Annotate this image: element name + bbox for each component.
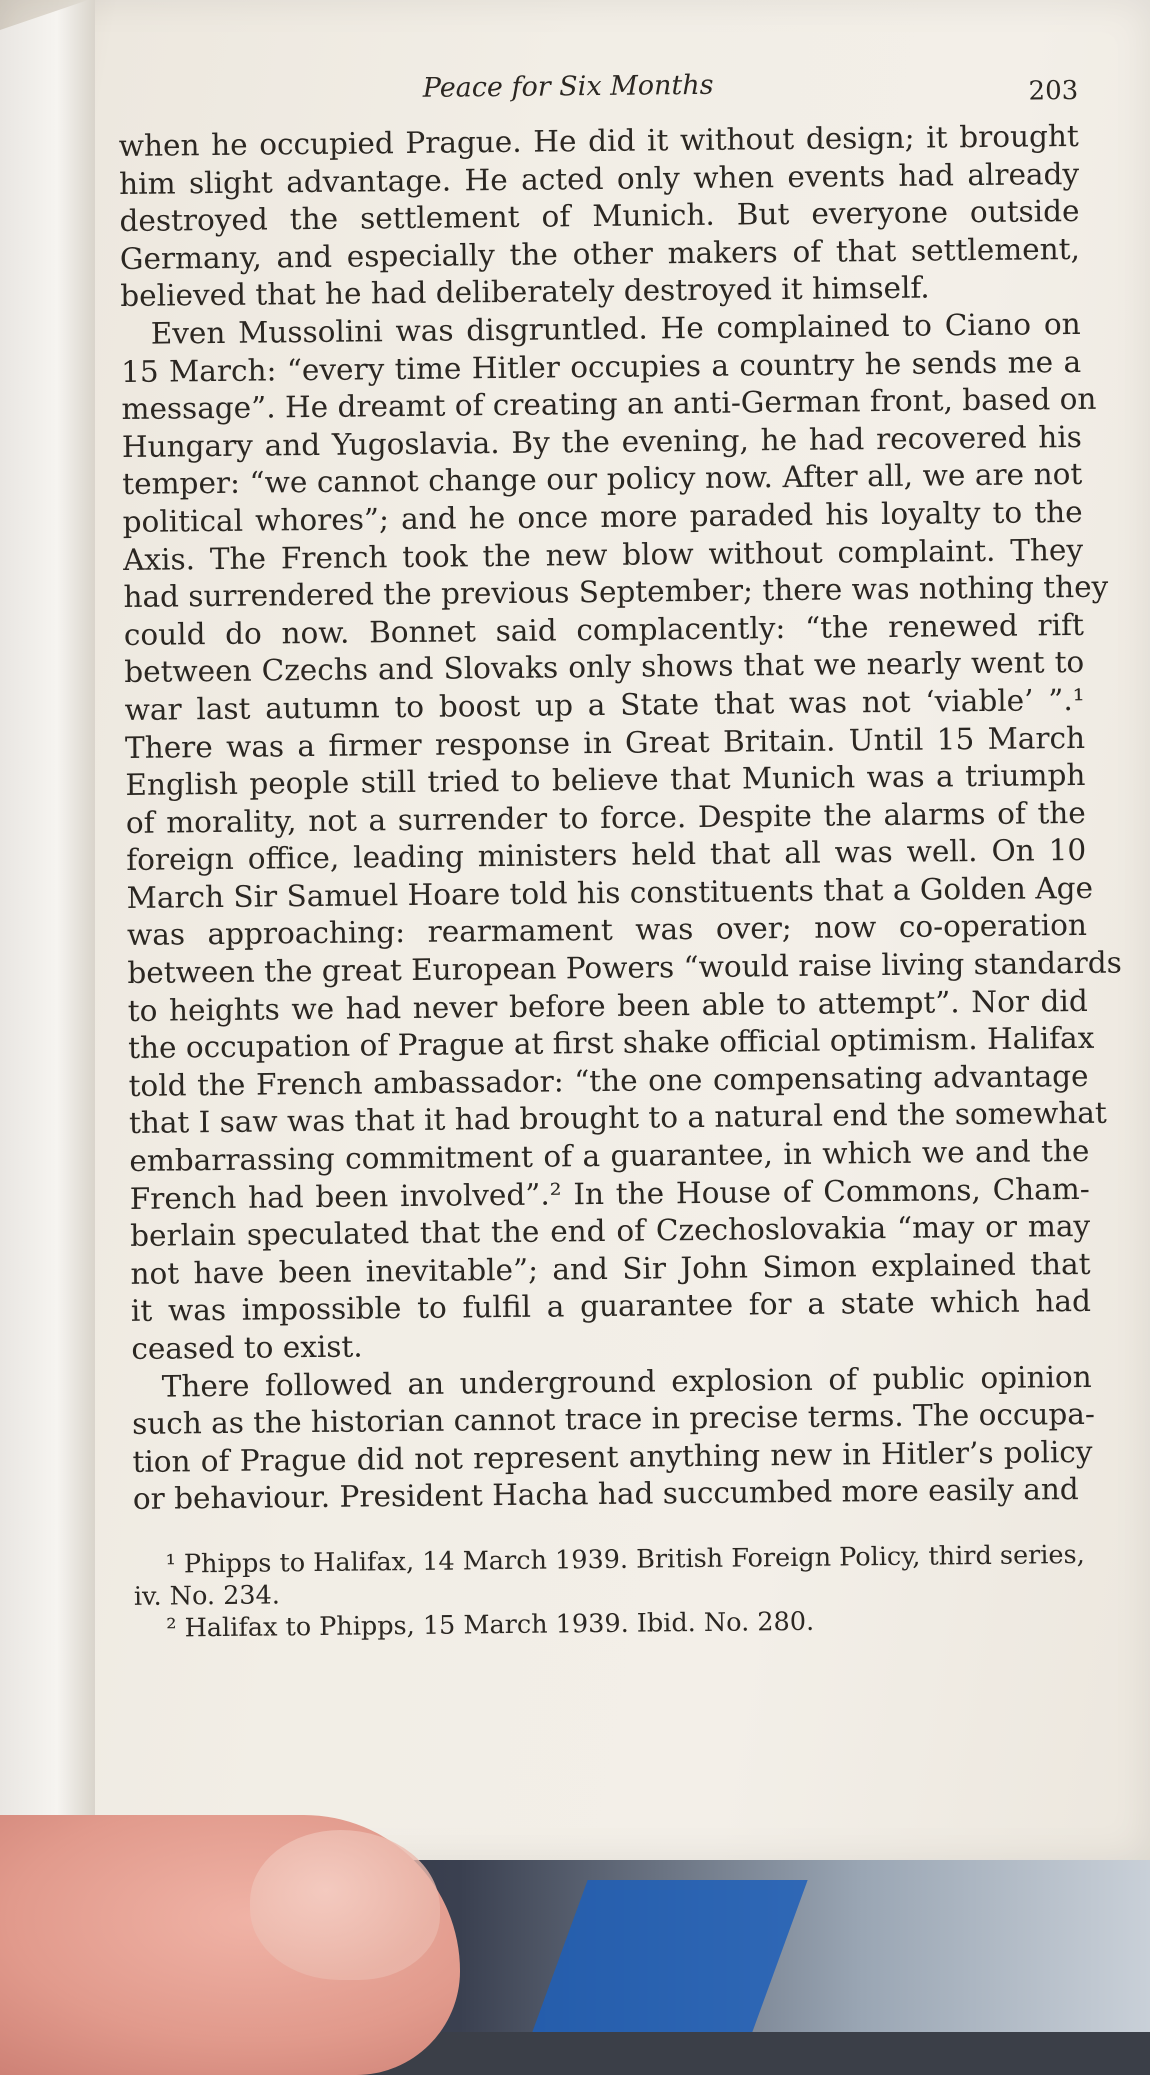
text-line: had surrendered the previous September; there was nothing they [123,569,1109,615]
text-line: message”. He dreamt of creating an anti-German front, based on [121,381,1097,427]
text-line: There was a firmer response in Great Britain. Until 15 March [124,720,1086,765]
text-line: temper: “we cannot change our policy now. After all, we are not [122,457,1083,502]
text-line: Hungary and Yugoslavia. By the evening, he had recovered his [121,419,1083,464]
text-line: or behaviour. President Hacha had succumbed more easily and [132,1472,1079,1517]
text-line: when he occupied Prague. He did it without design; it brought [118,118,1079,163]
text-line: ceased to exist. [131,1329,363,1366]
text-line: political whores”; and he once more paraded his loyalty to the [122,494,1083,539]
footnotes [133,1539,1094,1645]
text-line: could do now. Bonnet said complacently: “the renewed rift [123,607,1084,652]
text-line: between Czechs and Slovaks only shows that we nearly went to [124,645,1085,690]
paragraph [120,306,1122,1369]
text-line: was approaching: rearmament was over; now co-operation [126,908,1088,953]
text-line: There followed an underground explosion of public opinion [161,1359,1092,1404]
text-line: March Sir Samuel Hoare told his constituents that a Golden Age [126,870,1094,915]
text-line: destroyed the settlement of Munich. But everyone outside [119,194,1080,239]
page-content [118,64,1122,1645]
footnote-line: iv. No. 234. [133,1580,281,1612]
page-edge [0,0,95,1900]
page-number: 203 [1028,75,1079,107]
body-text [118,118,1122,1519]
text-line: embarrassing commitment of a guarantee, in which we and the [129,1133,1090,1178]
text-line: it was impossible to fulfil a guarantee for a state which had [130,1284,1092,1329]
text-line: believed that he had deliberately destroyed it himself. [120,270,930,314]
text-line: foreign office, leading ministers held that all was well. On 10 [126,833,1087,878]
text-line: the occupation of Prague at first shake official optimism. Halifax [128,1021,1095,1066]
text-line: of morality, not a surrender to force. Despite the alarms of the [125,795,1086,840]
text-line: berlain speculated that the end of Czechoslovakia “may or may [129,1209,1091,1254]
text-line: such as the historian cannot trace in precise terms. The occupa- [131,1397,1096,1442]
footnote-line: ² Halifax to Phipps, 15 March 1939. Ibid. No. 280. [166,1606,815,1644]
text-line: Germany, and especially the other makers of that settlement, [119,231,1081,276]
text-line: Axis. The French took the new blow without complaint. They [122,532,1084,577]
footnote-line: ¹ Phipps to Halifax, 14 March 1939. British Foreign Policy, third series, [165,1539,1085,1580]
text-line: war last autumn to boost up a State that was not ‘viable’ ”.¹ [124,682,1085,727]
running-head: Peace for Six Months [422,69,714,104]
text-line: that I saw was that it had brought to a natural end the somewhat [128,1096,1107,1141]
text-line: between the great European Powers “would raise living standards [127,945,1122,991]
text-line: not have been inevitable”; and Sir John Simon explained that [130,1246,1091,1291]
text-line: to heights we had never before been able to attempt”. Nor did [127,983,1088,1028]
paragraph [132,1358,1094,1518]
paragraph [119,118,1081,316]
text-line: English people still tried to believe that Munich was a triumph [125,758,1086,803]
text-line: told the French ambassador: “the one compensating advantage [128,1058,1089,1103]
text-line: 15 March: “every time Hitler occupies a country he sends me a [120,344,1082,389]
text-line: Even Mussolini was disgruntled. He complained to Ciano on [150,306,1081,351]
text-line: tion of Prague did not represent anything new in Hitler’s policy [132,1434,1093,1479]
text-line: him slight advantage. He acted only when events had already [118,156,1080,201]
text-line: French had been involved”.² In the House of Commons, Cham- [129,1171,1090,1216]
